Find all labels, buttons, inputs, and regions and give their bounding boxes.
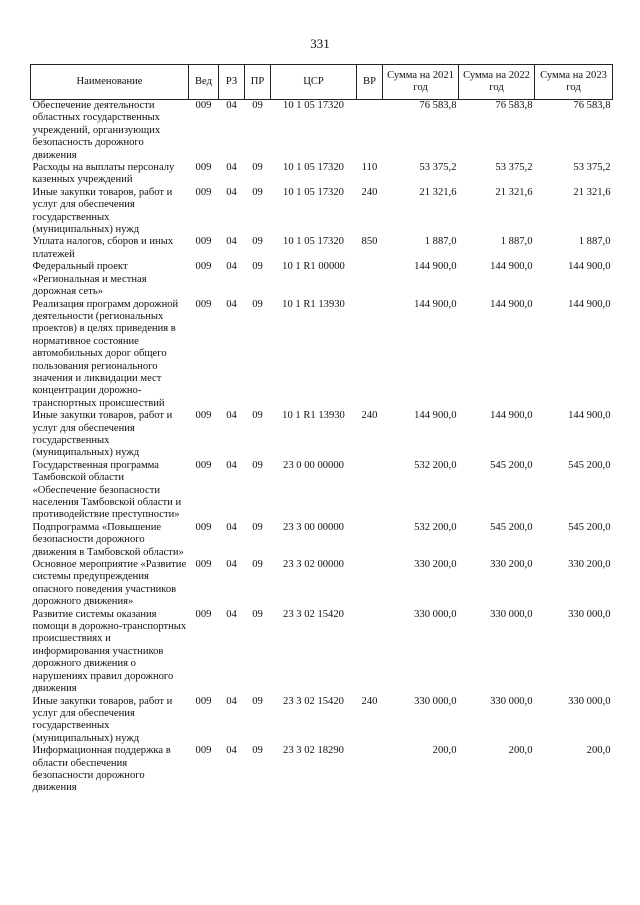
row-csr-cell: 23 3 02 00000: [283, 559, 344, 571]
row-vr-cell: 850: [361, 236, 378, 248]
row-sum-2022-cell: 330 200,0: [490, 559, 533, 571]
row-name-cell: Информационная поддержка в области обеспечения безопасности дорожного движения: [32, 745, 171, 794]
row-rz-cell: 04: [226, 745, 237, 757]
header-rz: РЗ: [219, 65, 245, 100]
row-name-cell: Развитие системы оказания помощи в дорожно-транспортных происшествиях и информирования участников дорожного движения о нарушениях правил дорожного движения: [32, 608, 187, 695]
table-row: [31, 410, 613, 460]
table-row: [31, 696, 613, 746]
table-row: [31, 460, 613, 522]
row-sum-2021-cell: 200,0: [432, 745, 457, 757]
row-sum-2021-cell: 144 900,0: [414, 410, 457, 422]
row-rz-cell: 04: [226, 236, 237, 248]
row-ved-cell: 009: [195, 521, 212, 533]
row-rz-cell: 04: [226, 162, 237, 174]
row-sum-2023-cell: 1 887,0: [578, 236, 611, 248]
row-rz-cell: 04: [226, 261, 237, 273]
row-csr-cell: 10 1 R1 13930: [282, 410, 345, 422]
row-rz-cell: 04: [226, 100, 237, 111]
row-sum-2022-cell: 76 583,8: [495, 100, 533, 111]
row-rz-cell: 04: [226, 521, 237, 533]
row-sum-2022-cell: 144 900,0: [490, 261, 533, 273]
row-sum-2023-cell: 545 200,0: [568, 459, 611, 471]
row-vr-cell: [357, 522, 383, 559]
row-csr-cell: 23 3 02 15420: [283, 608, 344, 620]
budget-table: [30, 64, 613, 795]
row-pr-cell: 09: [252, 261, 263, 273]
row-pr-cell: 09: [252, 459, 263, 471]
table-row: [31, 236, 613, 261]
row-ved-cell: 009: [195, 298, 212, 310]
row-pr-cell: 09: [252, 298, 263, 310]
row-ved-cell: 009: [195, 100, 212, 111]
row-sum-2022-cell: 330 000,0: [490, 695, 533, 707]
header-pr: ПР: [245, 65, 271, 100]
row-sum-2023-cell: 200,0: [586, 745, 611, 757]
row-vr-cell: [357, 261, 383, 298]
row-vr-cell: [357, 299, 383, 411]
row-name-cell: Основное мероприятие «Развитие системы предупреждения опасного поведения участников дорожного движения»: [32, 559, 187, 608]
row-name-cell: Иные закупки товаров, работ и услуг для обеспечения государственных (муниципальных) нужд: [32, 695, 173, 744]
row-sum-2023-cell: 330 200,0: [568, 559, 611, 571]
row-sum-2023-cell: 545 200,0: [568, 521, 611, 533]
row-pr-cell: 09: [252, 410, 263, 422]
row-sum-2022-cell: 200,0: [508, 745, 533, 757]
row-pr-cell: 09: [252, 100, 263, 111]
row-pr-cell: 09: [252, 236, 263, 248]
row-sum-2023-cell: 144 900,0: [568, 410, 611, 422]
row-csr-cell: 23 3 02 18290: [283, 745, 344, 757]
row-sum-2023-cell: 330 000,0: [568, 608, 611, 620]
row-sum-2021-cell: 330 200,0: [414, 559, 457, 571]
table-row: [31, 745, 613, 795]
row-ved-cell: 009: [195, 459, 212, 471]
row-rz-cell: 04: [226, 695, 237, 707]
row-sum-2021-cell: 21 321,6: [419, 186, 457, 198]
row-ved-cell: 009: [195, 559, 212, 571]
row-csr-cell: 23 0 00 00000: [283, 459, 344, 471]
page-number: 331: [310, 36, 330, 51]
row-vr-cell: [357, 460, 383, 522]
row-sum-2023-cell: 144 900,0: [568, 261, 611, 273]
row-name-cell: Реализация программ дорожной деятельности (региональных проектов) в целях приведения в нормативное состояние автомобильных дорог общего пользования регионального значения и ликвидации мест концентрации дорожно-транспортных происшествий: [32, 298, 179, 409]
row-ved-cell: 009: [195, 608, 212, 620]
row-pr-cell: 09: [252, 745, 263, 757]
row-sum-2022-cell: 545 200,0: [490, 459, 533, 471]
row-rz-cell: 04: [226, 608, 237, 620]
row-name-cell: Обеспечение деятельности областных государственных учреждений, организующих безопасность дорожного движения: [32, 100, 161, 161]
header-sum-2023: Сумма на 2023 год: [535, 65, 613, 100]
row-name-cell: Иные закупки товаров, работ и услуг для обеспечения государственных (муниципальных) нужд: [32, 186, 173, 236]
row-name-cell: Уплата налогов, сборов и иных платежей: [32, 236, 174, 260]
row-vr-cell: 240: [361, 410, 378, 422]
header-sum-2022: Сумма на 2022 год: [459, 65, 535, 100]
row-sum-2022-cell: 1 887,0: [500, 236, 533, 248]
row-pr-cell: 09: [252, 521, 263, 533]
row-ved-cell: 009: [195, 162, 212, 174]
row-sum-2022-cell: 144 900,0: [490, 410, 533, 422]
row-pr-cell: 09: [252, 162, 263, 174]
row-ved-cell: 009: [195, 261, 212, 273]
row-csr-cell: 10 1 R1 00000: [282, 261, 345, 273]
row-name-cell: Государственная программа Тамбовской области «Обеспечение безопасности населения Тамбовской области и противодействие преступности»: [32, 459, 182, 521]
row-sum-2021-cell: 76 583,8: [419, 100, 457, 111]
row-rz-cell: 04: [226, 298, 237, 310]
row-vr-cell: [357, 745, 383, 795]
row-pr-cell: 09: [252, 559, 263, 571]
header-sum-2021: Сумма на 2021 год: [383, 65, 459, 100]
row-vr-cell: 110: [361, 162, 378, 174]
row-csr-cell: 10 1 05 17320: [283, 162, 344, 174]
table-row: [31, 299, 613, 411]
row-csr-cell: 10 1 R1 13930: [282, 298, 345, 310]
header-ved: Вед: [189, 65, 219, 100]
row-rz-cell: 04: [226, 459, 237, 471]
row-sum-2022-cell: 330 000,0: [490, 608, 533, 620]
row-csr-cell: 23 3 00 00000: [283, 521, 344, 533]
row-name-cell: Подпрограмма «Повышение безопасности дорожного движения в Тамбовской области»: [32, 521, 184, 558]
row-sum-2021-cell: 144 900,0: [414, 261, 457, 273]
row-ved-cell: 009: [195, 236, 212, 248]
row-sum-2023-cell: 76 583,8: [573, 100, 611, 111]
row-rz-cell: 04: [226, 186, 237, 198]
row-sum-2021-cell: 144 900,0: [414, 298, 457, 310]
row-csr-cell: 10 1 05 17320: [283, 236, 344, 248]
header-name: Наименование: [31, 65, 189, 100]
row-csr-cell: 23 3 02 15420: [283, 695, 344, 707]
row-pr-cell: 09: [252, 695, 263, 707]
row-sum-2023-cell: 53 375,2: [573, 162, 611, 174]
table-header-row: [31, 65, 613, 100]
row-ved-cell: 009: [195, 695, 212, 707]
row-sum-2022-cell: 545 200,0: [490, 521, 533, 533]
row-sum-2022-cell: 21 321,6: [495, 186, 533, 198]
row-sum-2021-cell: 330 000,0: [414, 695, 457, 707]
row-sum-2023-cell: 144 900,0: [568, 298, 611, 310]
row-sum-2022-cell: 53 375,2: [495, 162, 533, 174]
row-pr-cell: 09: [252, 608, 263, 620]
header-csr: ЦСР: [271, 65, 357, 100]
table-row: [31, 609, 613, 696]
table-row: [31, 559, 613, 609]
row-sum-2023-cell: 330 000,0: [568, 695, 611, 707]
row-sum-2021-cell: 532 200,0: [414, 459, 457, 471]
row-vr-cell: [357, 100, 383, 163]
row-sum-2021-cell: 1 887,0: [424, 236, 457, 248]
table-row: [31, 162, 613, 187]
row-vr-cell: 240: [361, 695, 378, 707]
row-name-cell: Федеральный проект «Региональная и местная дорожная сеть»: [32, 261, 147, 298]
row-name-cell: Иные закупки товаров, работ и услуг для обеспечения государственных (муниципальных) нужд: [32, 410, 173, 459]
row-sum-2021-cell: 532 200,0: [414, 521, 457, 533]
row-vr-cell: 240: [361, 186, 378, 198]
header-vr: ВР: [357, 65, 383, 100]
row-sum-2022-cell: 144 900,0: [490, 298, 533, 310]
row-name-cell: Расходы на выплаты персоналу казенных учреждений: [32, 162, 175, 186]
row-ved-cell: 009: [195, 745, 212, 757]
row-pr-cell: 09: [252, 186, 263, 198]
row-ved-cell: 009: [195, 410, 212, 422]
row-vr-cell: [357, 559, 383, 609]
table-row: [31, 261, 613, 298]
row-sum-2021-cell: 53 375,2: [419, 162, 457, 174]
row-sum-2023-cell: 21 321,6: [573, 186, 611, 198]
row-sum-2021-cell: 330 000,0: [414, 608, 457, 620]
row-rz-cell: 04: [226, 410, 237, 422]
row-vr-cell: [357, 609, 383, 696]
row-csr-cell: 10 1 05 17320: [283, 100, 344, 111]
row-csr-cell: 10 1 05 17320: [283, 186, 344, 198]
row-rz-cell: 04: [226, 559, 237, 571]
table-row: [31, 187, 613, 237]
table-row: [31, 100, 613, 163]
row-ved-cell: 009: [195, 186, 212, 198]
table-row: [31, 522, 613, 559]
